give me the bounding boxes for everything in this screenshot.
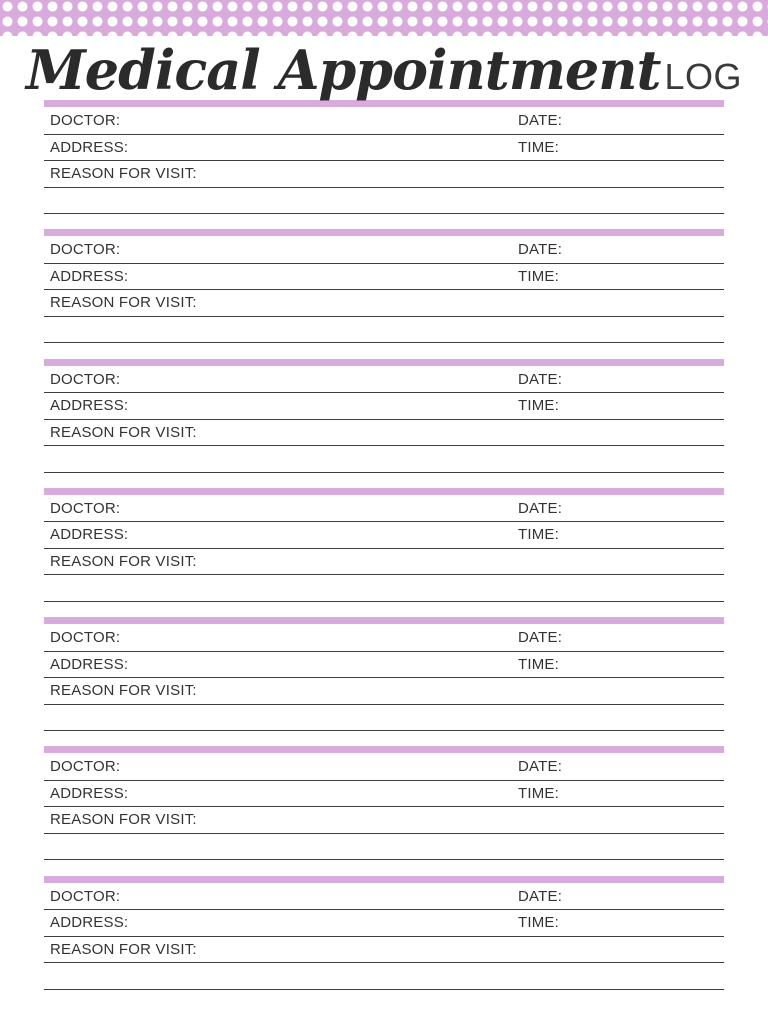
entry-row[interactable]: [44, 937, 724, 964]
doctor-label: DOCTOR:: [50, 887, 121, 905]
entry-row[interactable]: [44, 549, 724, 576]
entry-row[interactable]: [44, 496, 724, 523]
date-label: DATE:: [518, 887, 563, 905]
entry-row[interactable]: [44, 754, 724, 781]
entry-row[interactable]: [44, 161, 724, 188]
time-label: TIME:: [518, 267, 559, 285]
entry-row[interactable]: [44, 135, 724, 162]
appointment-entry: [44, 359, 724, 488]
entry-row[interactable]: [44, 420, 724, 447]
entry-divider-bar: [44, 229, 724, 236]
reason-for-visit-label: REASON FOR VISIT:: [50, 682, 197, 700]
reason-extra-line[interactable]: [44, 446, 724, 473]
entry-row[interactable]: [44, 678, 724, 705]
entry-divider-bar: [44, 359, 724, 366]
doctor-label: DOCTOR:: [50, 241, 121, 259]
address-label: ADDRESS:: [50, 784, 129, 802]
appointment-entry: [44, 488, 724, 617]
address-label: ADDRESS:: [50, 138, 129, 156]
entry-row[interactable]: [44, 652, 724, 679]
doctor-label: DOCTOR:: [50, 112, 121, 129]
appointment-entries: [44, 100, 724, 1005]
reason-extra-line[interactable]: [44, 705, 724, 732]
reason-for-visit-label: REASON FOR VISIT:: [50, 294, 197, 312]
time-label: TIME:: [518, 397, 559, 415]
date-label: DATE:: [518, 499, 563, 517]
appointment-entry: [44, 229, 724, 358]
title-script-text: Medical Appointment: [26, 38, 661, 102]
entry-row[interactable]: [44, 522, 724, 549]
entry-row[interactable]: [44, 807, 724, 834]
address-label: ADDRESS:: [50, 655, 129, 673]
address-label: ADDRESS:: [50, 914, 129, 932]
time-label: TIME:: [518, 914, 559, 932]
appointment-entry: [44, 617, 724, 746]
entry-row[interactable]: [44, 393, 724, 420]
reason-for-visit-label: REASON FOR VISIT:: [50, 940, 197, 958]
entry-row[interactable]: [44, 625, 724, 652]
reason-for-visit-label: REASON FOR VISIT:: [50, 423, 197, 441]
time-label: TIME:: [518, 784, 559, 802]
time-label: TIME:: [518, 655, 559, 673]
reason-extra-line[interactable]: [44, 963, 724, 990]
title-log-text: LOG: [664, 56, 742, 97]
entry-row[interactable]: [44, 290, 724, 317]
reason-extra-line[interactable]: [44, 188, 724, 215]
date-label: DATE:: [518, 758, 563, 776]
entry-divider-bar: [44, 488, 724, 495]
entry-divider-bar: [44, 617, 724, 624]
entry-row[interactable]: [44, 884, 724, 911]
entry-row[interactable]: [44, 781, 724, 808]
date-label: DATE:: [518, 112, 563, 129]
entry-divider-bar: [44, 876, 724, 883]
appointment-entry: [44, 746, 724, 875]
reason-extra-line[interactable]: [44, 317, 724, 344]
date-label: DATE:: [518, 629, 563, 647]
time-label: TIME:: [518, 138, 559, 156]
address-label: ADDRESS:: [50, 526, 129, 544]
doctor-label: DOCTOR:: [50, 370, 121, 388]
date-label: DATE:: [518, 241, 563, 259]
entry-row[interactable]: [44, 264, 724, 291]
entry-row[interactable]: [44, 910, 724, 937]
appointment-entry: [44, 876, 724, 1005]
reason-for-visit-label: REASON FOR VISIT:: [50, 811, 197, 829]
date-label: DATE:: [518, 370, 563, 388]
time-label: TIME:: [518, 526, 559, 544]
doctor-label: DOCTOR:: [50, 758, 121, 776]
appointment-entry: [44, 100, 724, 229]
reason-extra-line[interactable]: [44, 575, 724, 602]
reason-for-visit-label: REASON FOR VISIT:: [50, 165, 197, 182]
entry-row[interactable]: [44, 367, 724, 394]
entry-divider-bar: [44, 746, 724, 753]
reason-extra-line[interactable]: [44, 834, 724, 861]
entry-row[interactable]: [44, 237, 724, 264]
doctor-label: DOCTOR:: [50, 629, 121, 647]
doctor-label: DOCTOR:: [50, 499, 121, 517]
address-label: ADDRESS:: [50, 397, 129, 415]
address-label: ADDRESS:: [50, 267, 129, 285]
page-title: [0, 28, 768, 112]
reason-for-visit-label: REASON FOR VISIT:: [50, 552, 197, 570]
